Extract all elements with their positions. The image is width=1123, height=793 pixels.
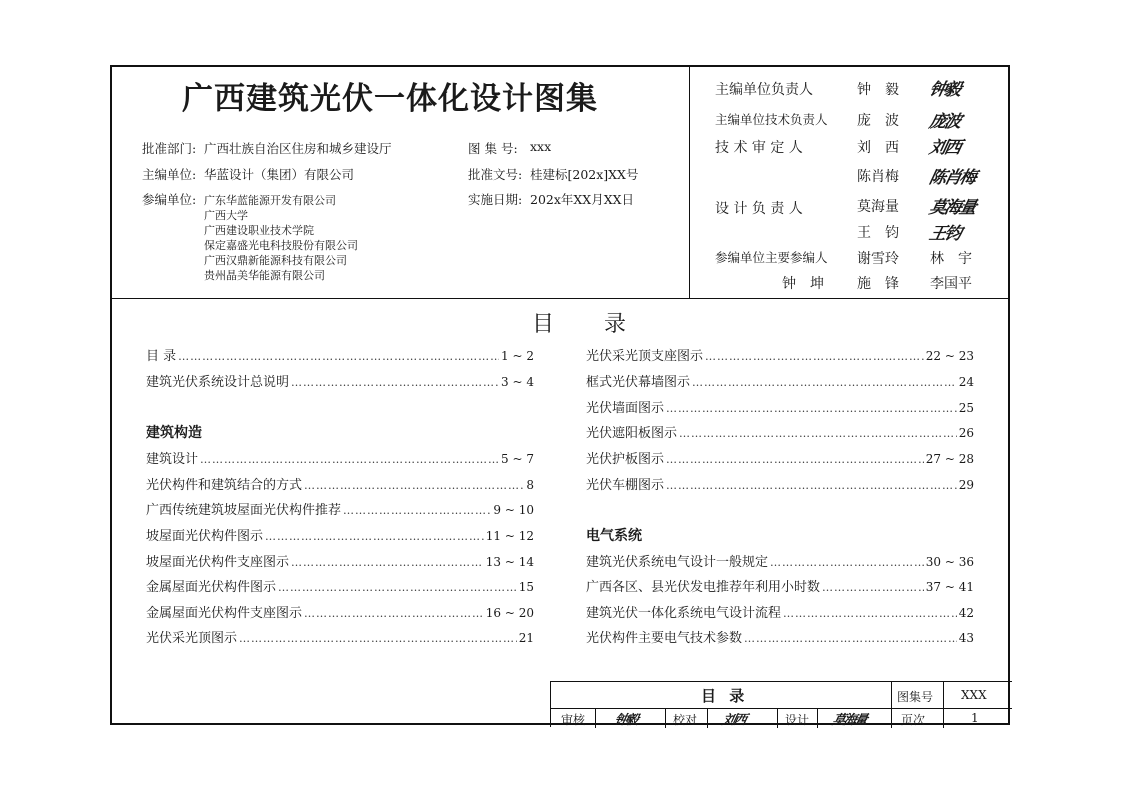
toc-leader xyxy=(291,376,499,389)
signature: 刘西 xyxy=(927,138,962,158)
toc-entry[interactable] xyxy=(146,525,534,545)
participant-unit: 广西大学 xyxy=(204,209,248,222)
toc-entry-title: 目 录 xyxy=(146,349,177,364)
toc-leader xyxy=(278,581,517,594)
toc-entry-title: 广西传统建筑坡屋面光伏构件推荐 xyxy=(146,503,342,518)
toc-leader xyxy=(744,632,957,645)
toc-entry[interactable] xyxy=(586,474,974,494)
toc-entry[interactable] xyxy=(586,576,974,596)
toc-entry-title: 建筑光伏系统设计总说明 xyxy=(146,375,290,390)
atlas-no-label: 图 集 号: xyxy=(468,141,518,156)
chief-unit-label: 主编单位: xyxy=(142,167,197,182)
toc-entry[interactable] xyxy=(586,397,974,417)
chief-unit: 华蓝设计（集团）有限公司 xyxy=(204,167,355,182)
contributors-label: 参编单位主要参编人 xyxy=(715,250,828,265)
toc-entry[interactable] xyxy=(586,448,974,468)
signature: 莫海量 xyxy=(830,713,868,728)
responsible-name: 莫海量 xyxy=(857,199,899,215)
toc-entry-title: 光伏采光顶支座图示 xyxy=(586,349,704,364)
toc-leader xyxy=(178,350,499,363)
responsible-name: 王 钧 xyxy=(857,225,899,241)
toc-entry-pages: 5 ~ 7 xyxy=(501,452,534,466)
toc-entry-pages: 30 ~ 36 xyxy=(925,555,974,569)
toc-leader xyxy=(239,632,517,645)
title-block-divider xyxy=(777,708,778,728)
toc-entry-title: 建筑光伏一体化系统电气设计流程 xyxy=(586,606,782,621)
contributor-name: 钟 坤 xyxy=(782,276,824,292)
responsible-name: 刘 西 xyxy=(857,140,899,156)
responsible-name: 陈肖梅 xyxy=(857,169,899,185)
toc-leader xyxy=(200,453,499,466)
toc-entry-title: 光伏墙面图示 xyxy=(586,401,665,416)
toc-entry-title: 光伏车棚图示 xyxy=(586,478,665,493)
title-block-divider xyxy=(891,682,892,728)
toc-entry-title: 光伏采光顶图示 xyxy=(146,631,238,646)
toc-entry-title: 光伏护板图示 xyxy=(586,452,665,467)
signature: 陈肖梅 xyxy=(927,168,977,188)
title-block-divider xyxy=(665,708,666,728)
atlas-no-label: 图集号 xyxy=(897,690,934,704)
contributor-name: 谢雪玲 xyxy=(857,251,899,267)
atlas-no-value: XXX xyxy=(961,688,987,702)
toc-entry-pages: 3 ~ 4 xyxy=(501,375,534,389)
toc-entry-pages: 21 xyxy=(518,631,534,645)
atlas-title: 广西建筑光伏一体化设计图集 xyxy=(182,81,598,117)
toc-entry-pages: 25 xyxy=(958,401,974,415)
toc-entry-pages: 13 ~ 14 xyxy=(485,555,534,569)
toc-entry[interactable] xyxy=(586,345,974,365)
approval-doc-label: 批准文号: xyxy=(468,167,523,182)
toc-entry-pages: 1 ~ 2 xyxy=(501,349,534,363)
toc-entry-pages: 26 xyxy=(958,426,974,440)
page-value: 1 xyxy=(971,711,979,725)
toc-entry[interactable] xyxy=(146,551,534,571)
responsible-role: 主编单位负责人 xyxy=(715,82,813,98)
toc-entry-title: 光伏构件和建筑结合的方式 xyxy=(146,478,303,493)
toc-entry-pages: 22 ~ 23 xyxy=(925,349,974,363)
toc-leader xyxy=(822,581,924,594)
toc-entry-pages: 11 ~ 12 xyxy=(485,529,534,543)
toc-entry-pages: 37 ~ 41 xyxy=(925,580,974,594)
toc-entry-title: 建筑设计 xyxy=(146,452,199,467)
title-block-divider xyxy=(595,708,596,728)
toc-entry-pages: 27 ~ 28 xyxy=(925,452,974,466)
toc-entry-pages: 43 xyxy=(958,631,974,645)
header-divider xyxy=(689,67,690,298)
toc-leader xyxy=(304,479,524,492)
toc-entry-title: 光伏遮阳板图示 xyxy=(586,426,678,441)
design-label: 设计 xyxy=(785,713,810,727)
toc-entry[interactable] xyxy=(146,602,534,622)
participant-unit: 保定嘉盛光电科技股份有限公司 xyxy=(204,239,358,252)
responsible-role: 技 术 审 定 人 xyxy=(715,140,803,156)
title-block-name: 目 录 xyxy=(701,687,749,705)
effective-date: 202x年XX月XX日 xyxy=(530,192,635,207)
toc-leader xyxy=(666,479,957,492)
signature: 庞波 xyxy=(927,112,962,132)
toc-entry[interactable] xyxy=(146,345,534,365)
toc-entry[interactable] xyxy=(146,371,534,391)
title-block-divider xyxy=(817,708,818,728)
responsible-name: 庞 波 xyxy=(857,113,899,129)
signature: 莫海量 xyxy=(927,198,977,218)
signature: 钟毅 xyxy=(612,713,639,728)
toc-leader xyxy=(666,453,924,466)
responsible-role: 主编单位技术负责人 xyxy=(715,112,828,127)
toc-entry[interactable] xyxy=(586,627,974,647)
title-block-divider xyxy=(943,682,944,728)
signature: 钟毅 xyxy=(927,80,962,100)
signature: 王钧 xyxy=(927,224,962,244)
toc-entry-pages: 24 xyxy=(958,375,974,389)
toc-entry[interactable] xyxy=(586,602,974,622)
contributor-name: 林 宇 xyxy=(930,251,972,267)
toc-entry[interactable] xyxy=(146,627,534,647)
toc-entry-title: 金属屋面光伏构件支座图示 xyxy=(146,606,303,621)
toc-entry[interactable] xyxy=(146,576,534,596)
contributor-name: 施 锋 xyxy=(857,276,899,292)
toc-entry-title: 金属屋面光伏构件图示 xyxy=(146,580,277,595)
participant-unit: 广东华蓝能源开发有限公司 xyxy=(204,194,336,207)
participant-unit: 广西汉鼎新能源科技有限公司 xyxy=(204,254,347,267)
drawing-frame xyxy=(110,65,1010,728)
title-block xyxy=(550,681,1012,727)
toc-entry[interactable] xyxy=(146,474,534,494)
toc-entry[interactable] xyxy=(146,448,534,468)
toc-heading: 目 录 xyxy=(532,312,641,337)
toc-leader xyxy=(291,556,484,569)
participant-unit: 广西建设职业技术学院 xyxy=(204,224,314,237)
approval-doc: 桂建标[202x]XX号 xyxy=(530,167,639,182)
toc-entry-title: 光伏构件主要电气技术参数 xyxy=(586,631,743,646)
responsible-role: 设 计 负 责 人 xyxy=(715,201,803,217)
contributor-name: 李国平 xyxy=(930,276,972,292)
toc-section-heading: 电气系统 xyxy=(586,528,642,544)
toc-leader xyxy=(265,530,484,543)
approval-dept-label: 批准部门: xyxy=(142,141,197,156)
toc-entry-title: 广西各区、县光伏发电推荐年利用小时数 xyxy=(586,580,821,595)
toc-leader xyxy=(705,350,924,363)
review-label: 审核 xyxy=(561,713,586,727)
toc-entry-pages: 16 ~ 20 xyxy=(485,606,534,620)
toc-entry-title: 建筑光伏系统电气设计一般规定 xyxy=(586,555,769,570)
title-block-divider xyxy=(707,708,708,728)
participant-label: 参编单位: xyxy=(142,192,197,207)
responsible-name: 钟 毅 xyxy=(857,82,899,98)
toc-leader xyxy=(783,607,957,620)
toc-entry-pages: 42 xyxy=(958,606,974,620)
toc-entry-title: 坡屋面光伏构件图示 xyxy=(146,529,264,544)
toc-entry-title: 坡屋面光伏构件支座图示 xyxy=(146,555,290,570)
header-bottom-rule xyxy=(112,298,1008,299)
effective-date-label: 实施日期: xyxy=(468,192,523,207)
participant-unit: 贵州晶美华能源有限公司 xyxy=(204,269,325,282)
toc-entry[interactable] xyxy=(586,551,974,571)
atlas-no: xxx xyxy=(530,139,552,154)
toc-leader xyxy=(343,504,491,517)
check-label: 校对 xyxy=(673,713,698,727)
toc-entry[interactable] xyxy=(586,422,974,442)
toc-entry-pages: 15 xyxy=(518,580,534,594)
toc-entry[interactable] xyxy=(586,371,974,391)
toc-leader xyxy=(679,427,957,440)
toc-section-heading: 建筑构造 xyxy=(146,425,202,441)
toc-entry-title: 框式光伏幕墙图示 xyxy=(586,375,691,390)
toc-leader xyxy=(692,376,957,389)
toc-entry-pages: 9 ~ 10 xyxy=(493,503,534,517)
toc-entry[interactable] xyxy=(146,499,534,519)
page-label: 页次 xyxy=(901,713,926,727)
toc-entry-pages: 8 xyxy=(526,478,534,492)
toc-leader xyxy=(304,607,484,620)
signature: 刘西 xyxy=(720,713,747,728)
toc-entry-pages: 29 xyxy=(958,478,974,492)
approval-dept: 广西壮族自治区住房和城乡建设厅 xyxy=(204,141,392,156)
toc-leader xyxy=(666,402,957,415)
toc-leader xyxy=(770,556,924,569)
